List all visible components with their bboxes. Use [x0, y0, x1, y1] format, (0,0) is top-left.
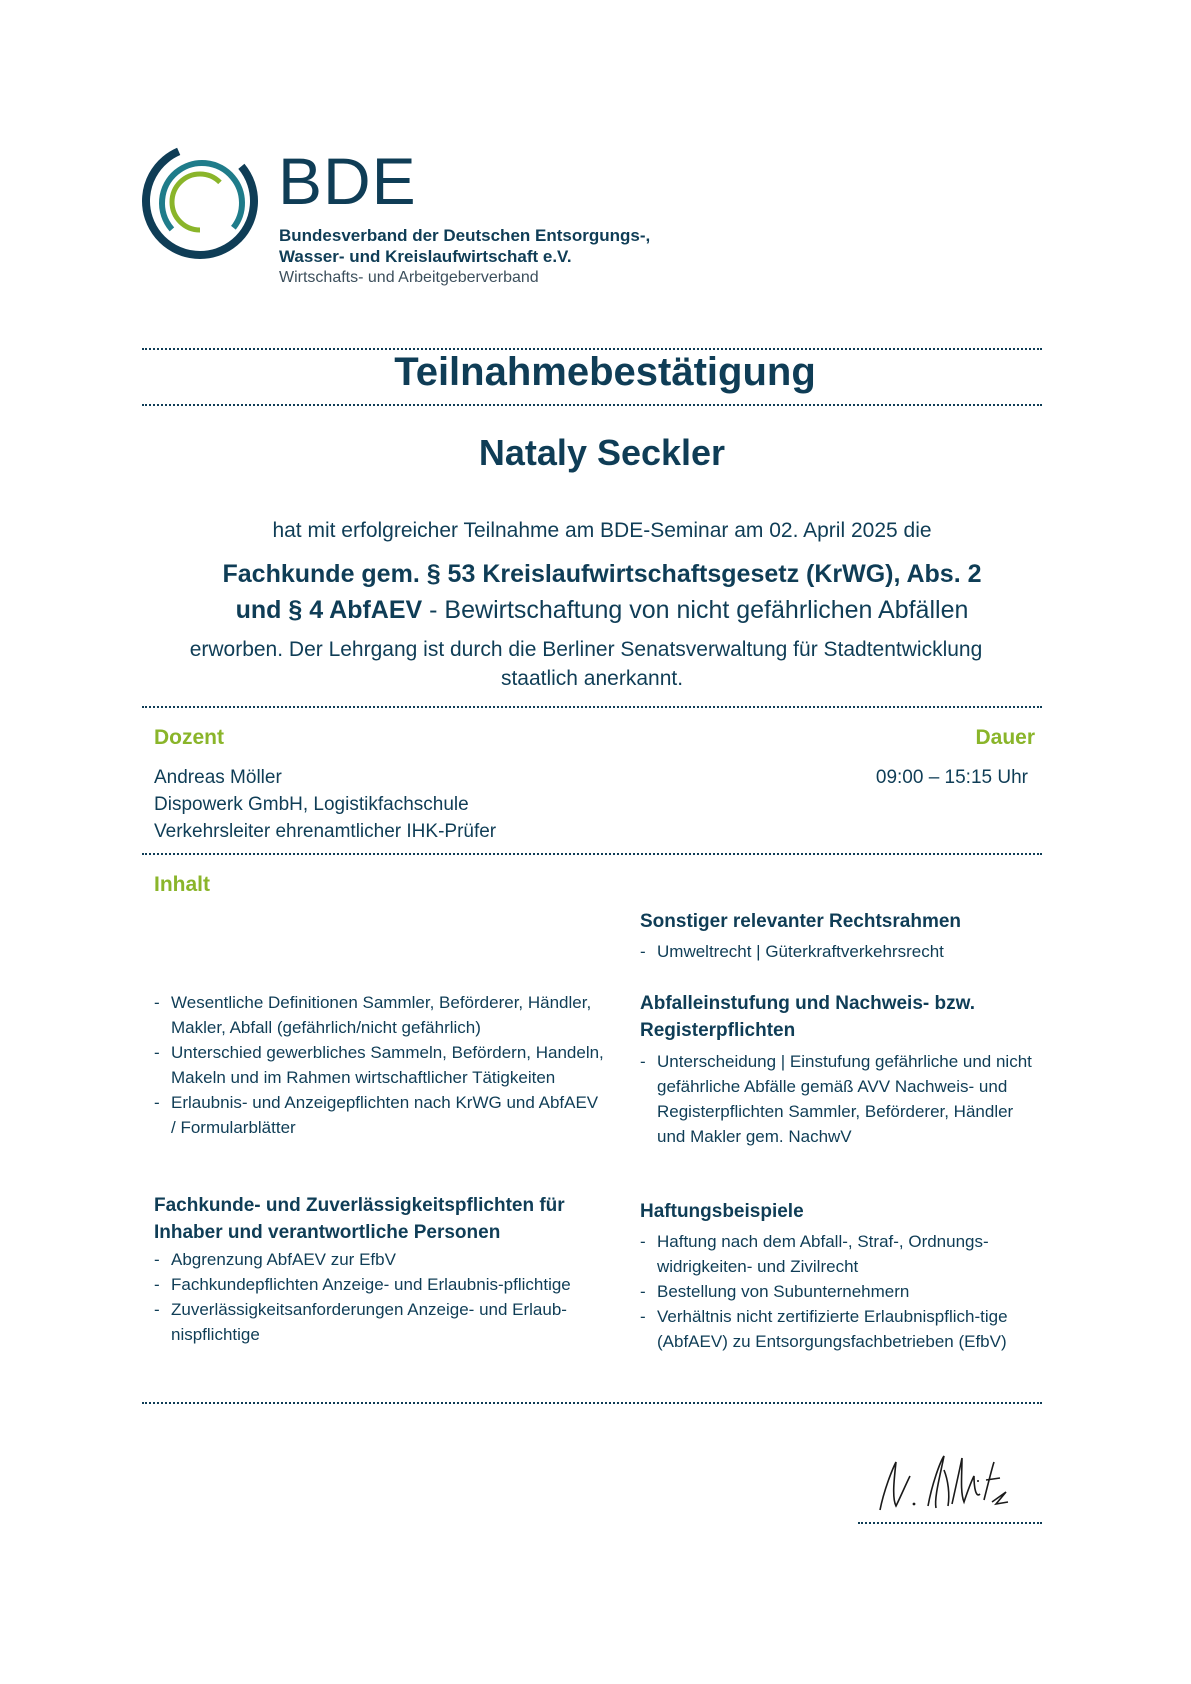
list-item: - Unterschied gewerbliches Sammeln, Befördern, Handeln, Makeln und im Rahmen wirtschaftlicher Tätigkeiten: [154, 1040, 604, 1090]
recognition-text: [142, 635, 1042, 693]
logo-org-line-1: Bundesverband der Deutschen Entsorgungs-,: [279, 226, 651, 245]
content-list-left-section: [154, 1247, 614, 1347]
list-item: - Zuverlässigkeitsanforderungen Anzeige- und Erlaub-nispflichtige: [154, 1297, 614, 1347]
divider: [142, 706, 1042, 708]
lecturer-name: Andreas Möller: [154, 767, 282, 788]
recognition-line-2: staatlich anerkannt.: [500, 667, 684, 690]
content-list-right-1: [640, 939, 1040, 964]
content-list-right-3: [640, 1229, 1040, 1354]
logo-org-line-2: Wasser- und Kreislaufwirtschaft e.V.: [279, 247, 572, 266]
list-item: - Unterscheidung | Einstufung gefährliche und nicht gefährliche Abfälle gemäß AVV Nachweis- und Registerpflichten Sammler, Beförderer, Händler und Makler gem. NachwV: [640, 1049, 1035, 1149]
certificate-title: Teilnahmebestätigung: [394, 350, 816, 394]
course-title: [142, 556, 1062, 628]
duration-label: Dauer: [975, 726, 1035, 749]
divider: [142, 404, 1042, 406]
logo-subtitle: Wirtschafts- und Arbeitgeberverband: [279, 269, 539, 286]
lecturer-company: Dispowerk GmbH, Logistikfachschule: [154, 794, 469, 815]
duration-value: 09:00 – 15:15 Uhr: [875, 767, 1028, 788]
divider: [142, 1402, 1042, 1404]
list-item: - Erlaubnis- und Anzeigepflichten nach KrWG und AbfAEV / Formularblätter: [154, 1090, 604, 1140]
list-item: - Verhältnis nicht zertifizierte Erlaubnispflich-tige (AbfAEV) zu Entsorgungsfachbetrieben (EfbV): [640, 1304, 1040, 1354]
course-line-1: Fachkunde gem. § 53 Kreislaufwirtschaftsgesetz (KrWG), Abs. 2: [222, 560, 982, 588]
logo-organisation-name: [279, 225, 650, 267]
intro-text: hat mit erfolgreicher Teilnahme am BDE-Seminar am 02. April 2025 die: [272, 519, 932, 542]
participant-name: Nataly Seckler: [478, 432, 726, 473]
section-heading: Abfalleinstufung und Nachweis- bzw. Registerpflichten: [640, 993, 975, 1041]
list-item: - Abgrenzung AbfAEV zur EfbV: [154, 1247, 614, 1272]
list-item: - Haftung nach dem Abfall-, Straf-, Ordnungs-widrigkeiten- und Zivilrecht: [640, 1229, 1040, 1279]
lecturer-label: Dozent: [154, 726, 224, 749]
content-label: Inhalt: [154, 873, 210, 896]
list-item: - Bestellung von Subunternehmern: [640, 1279, 1040, 1304]
list-item: - Wesentliche Definitionen Sammler, Beförderer, Händler, Makler, Abfall (gefährlich/nicht gefährlich): [154, 990, 604, 1040]
section-heading: Sonstiger relevanter Rechtsrahmen: [640, 911, 962, 932]
section-heading: Haftungsbeispiele: [640, 1201, 804, 1222]
content-list-left: [154, 990, 604, 1140]
signature-icon: [870, 1440, 1020, 1520]
recognition-line-1: erworben. Der Lehrgang ist durch die Berliner Senatsverwaltung für Stadtentwicklung: [189, 638, 983, 661]
course-line-2-rest: - Bewirtschaftung von nicht gefährlichen Abfällen: [422, 596, 969, 624]
logo-abbreviation: BDE: [278, 144, 417, 218]
content-list-right-2: [640, 1049, 1035, 1149]
lecturer-role: Verkehrsleiter ehrenamtlicher IHK-Prüfer: [154, 821, 497, 842]
lecturer-details: [154, 764, 496, 845]
signature-line: [858, 1522, 1042, 1524]
list-item: - Fachkundepflichten Anzeige- und Erlaubnis-pflichtige: [154, 1272, 614, 1297]
list-item: - Umweltrecht | Güterkraftverkehrsrecht: [640, 939, 1040, 964]
divider: [142, 853, 1042, 855]
section-heading: Fachkunde- und Zuverlässigkeitspflichten für Inhaber und verantwortliche Personen: [154, 1195, 565, 1243]
bde-logo-icon: [140, 140, 260, 262]
course-line-2-bold: und § 4 AbfAEV: [235, 596, 423, 624]
